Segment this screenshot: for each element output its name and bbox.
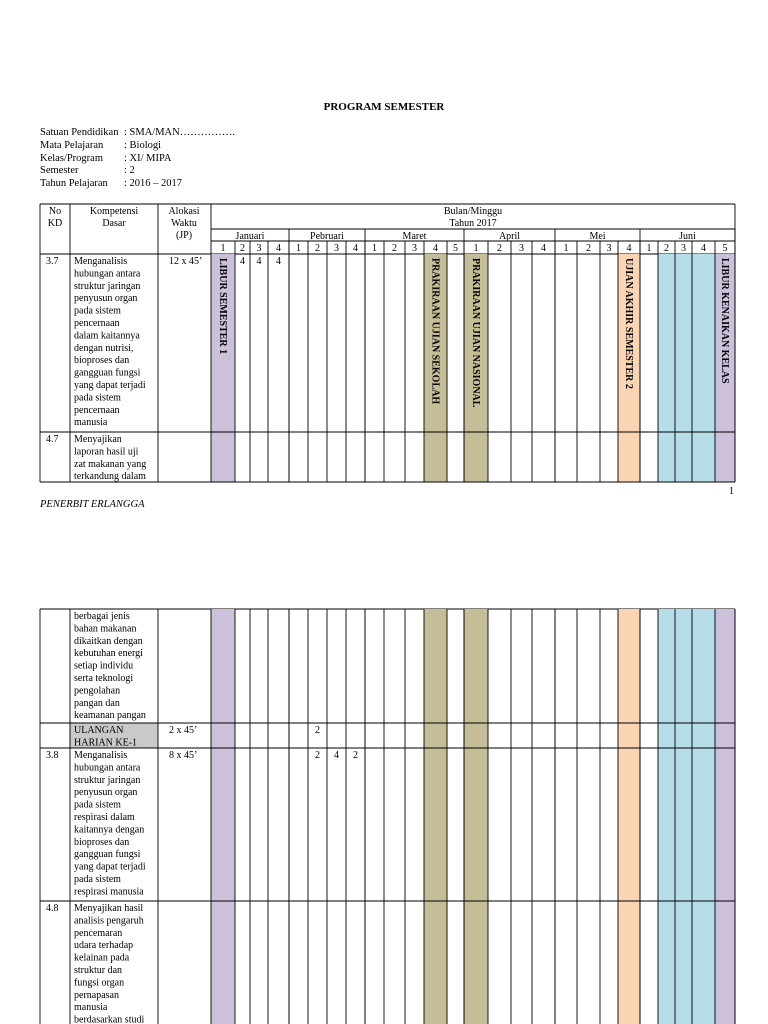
week-value: 2 (315, 750, 320, 761)
competency-text: gangguan fungsi (74, 367, 141, 379)
competency-text: pada sistem (74, 392, 121, 404)
competency-text: bioproses dan (74, 836, 130, 848)
week-label: 2 (497, 243, 502, 254)
competency-text: Menganalisis (74, 750, 128, 761)
competency-text: pencernaan (74, 318, 120, 329)
header-kd: KD (47, 218, 63, 229)
week-label: 2 (586, 243, 591, 254)
event-column (715, 609, 735, 1024)
competency-text: penyusun organ (74, 787, 138, 799)
competency-text: Menganalisis (74, 256, 128, 267)
competency-text: zat makanan yang (74, 458, 147, 470)
page-number: 1 (729, 486, 734, 497)
competency-text: pada sistem (74, 874, 121, 885)
week-label: 3 (412, 243, 417, 254)
competency-text: manusia (74, 1002, 108, 1014)
week-label: 2 (664, 243, 669, 254)
competency-text: pada sistem (74, 305, 121, 317)
competency-text: dengan nutrisi, (74, 342, 134, 354)
competency-text: dikaitkan dengan (74, 635, 143, 647)
competency-text: udara terhadap (74, 940, 134, 952)
info-label: Satuan Pendidikan (40, 127, 119, 138)
week-label: 2 (315, 243, 320, 254)
kd-number: 4.8 (46, 903, 59, 914)
competency-text: serta teknologi (74, 673, 134, 684)
competency-text: struktur dan (74, 965, 123, 976)
event-label: UJIAN AKHIR SEMESTER 2 (623, 258, 634, 389)
competency-text: setiap individu (74, 660, 134, 672)
week-label: 4 (701, 243, 706, 254)
week-value: 4 (276, 256, 281, 267)
competency-text: berbagai jenis (74, 611, 130, 622)
info-value: : 2 (124, 165, 135, 177)
week-label: 1 (372, 243, 377, 254)
competency-text: Menyajikan (74, 434, 122, 445)
competency-text: struktur jaringan (74, 280, 141, 292)
month-label: Januari (235, 231, 265, 242)
week-label: 2 (240, 243, 245, 254)
kd-number: 4.7 (46, 434, 59, 445)
competency-text: kaitannya dengan (74, 824, 145, 836)
juni-shade-column (675, 254, 692, 482)
week-label: 1 (220, 243, 226, 254)
competency-text: terkandung dalam (74, 471, 146, 483)
competency-text: berdasarkan studi (74, 1014, 145, 1024)
jp-value: 2 x 45’ (169, 725, 198, 736)
week-label: 4 (276, 243, 281, 254)
info-value: : XI/ MIPA (124, 152, 172, 164)
competency-text: hubungan antara (74, 762, 141, 774)
competency-text: respirasi manusia (74, 886, 144, 898)
week-label: 1 (473, 243, 479, 254)
competency-text: Menyajikan hasil (74, 903, 144, 914)
week-value: 2 (353, 750, 358, 761)
competency-text: kelainan pada (74, 952, 130, 964)
competency-text: struktur jaringan (74, 774, 141, 786)
header-dasar: Dasar (102, 218, 126, 229)
header-jp: (JP) (175, 230, 193, 241)
jp-value: 8 x 45’ (169, 750, 198, 761)
week-label: 3 (606, 243, 612, 254)
competency-text: pencernaan (74, 404, 120, 416)
kd-number: 3.7 (46, 256, 59, 267)
week-label: 4 (626, 243, 632, 254)
juni-shade-column (675, 609, 692, 1024)
juni-shade-column (692, 609, 715, 1024)
week-label: 3 (334, 243, 339, 254)
competency-text: gangguan fungsi (74, 849, 141, 861)
event-label: LIBUR KENAIKAN KELAS (719, 258, 730, 384)
week-label: 1 (646, 243, 652, 254)
competency-text: pernapasan (74, 989, 119, 1001)
week-value: 2 (315, 725, 320, 736)
month-label: April (498, 231, 521, 242)
competency-text: hubungan antara (74, 268, 141, 280)
week-value: 4 (256, 256, 262, 267)
event-column (424, 609, 447, 1024)
competency-text: HARIAN KE-1 (74, 737, 138, 749)
month-label: Mei (589, 231, 606, 242)
week-label: 1 (563, 243, 569, 254)
week-label: 3 (256, 243, 262, 254)
competency-text: ULANGAN (74, 725, 124, 736)
info-value: : Biologi (124, 139, 162, 151)
juni-shade-column (658, 609, 675, 1024)
page-title: PROGRAM SEMESTER (323, 101, 445, 113)
competency-text: pangan dan (74, 697, 120, 709)
competency-text: bioproses dan (74, 355, 130, 367)
week-label: 3 (519, 243, 524, 254)
competency-text: analisis pengaruh (74, 915, 144, 927)
header-tahun: Tahun 2017 (449, 218, 497, 229)
competency-text: laporan hasil uji (74, 446, 139, 458)
event-column (618, 609, 640, 1024)
competency-text: bahan makanan (74, 623, 137, 635)
week-label: 5 (453, 243, 458, 254)
info-label: Tahun Pelajaran (40, 178, 108, 190)
juni-shade-column (692, 254, 715, 482)
info-label: Mata Pelajaran (40, 139, 104, 151)
header-waktu: Waktu (171, 218, 197, 229)
event-column (211, 609, 235, 1024)
month-label: Juni (679, 231, 696, 242)
event-label: PRAKIRAAN UJIAN SEKOLAH (429, 258, 441, 405)
header-bulan: Bulan/Minggu (443, 206, 503, 217)
week-value: 4 (240, 256, 245, 267)
header-alokasi: Alokasi (168, 206, 200, 217)
info-label: Semester (40, 165, 79, 177)
header-kompetensi: Kompetensi (89, 206, 139, 217)
info-value: : 2016 – 2017 (124, 178, 183, 190)
info-label: Kelas/Program (40, 152, 103, 164)
week-label: 4 (353, 243, 358, 254)
competency-text: yang dapat terjadi (74, 861, 146, 873)
event-label: LIBUR SEMESTER 1 (217, 258, 228, 355)
competency-text: manusia (74, 417, 108, 429)
week-label: 4 (433, 243, 438, 254)
week-value: 4 (334, 750, 339, 761)
month-label: Maret (402, 231, 427, 242)
week-label: 2 (392, 243, 397, 254)
header-no: No (48, 206, 62, 217)
week-label: 5 (722, 243, 728, 254)
competency-text: dalam kaitannya (74, 330, 140, 342)
competency-text: pengolahan (74, 685, 121, 697)
week-label: 1 (296, 243, 301, 254)
juni-shade-column (658, 254, 675, 482)
competency-text: keamanan pangan (74, 710, 146, 722)
jp-value: 12 x 45’ (169, 256, 203, 267)
competency-text: respirasi dalam (74, 812, 135, 823)
competency-text: pencemaran (74, 927, 123, 939)
event-label: PRAKIRAAN UJIAN NASIONAL (470, 258, 481, 408)
month-label: Pebruari (310, 231, 344, 242)
info-value: : SMA/MAN……………. (124, 127, 235, 138)
competency-text: pada sistem (74, 799, 121, 811)
week-label: 4 (541, 243, 546, 254)
event-column (464, 609, 488, 1024)
competency-text: penyusun organ (74, 293, 138, 305)
week-label: 3 (681, 243, 686, 254)
kd-number: 3.8 (46, 750, 59, 761)
competency-text: kebutuhan energi (74, 648, 143, 660)
competency-text: yang dapat terjadi (74, 380, 146, 391)
publisher-footer: PENERBIT ERLANGGA (40, 499, 145, 510)
competency-text: fungsi organ (74, 977, 125, 989)
